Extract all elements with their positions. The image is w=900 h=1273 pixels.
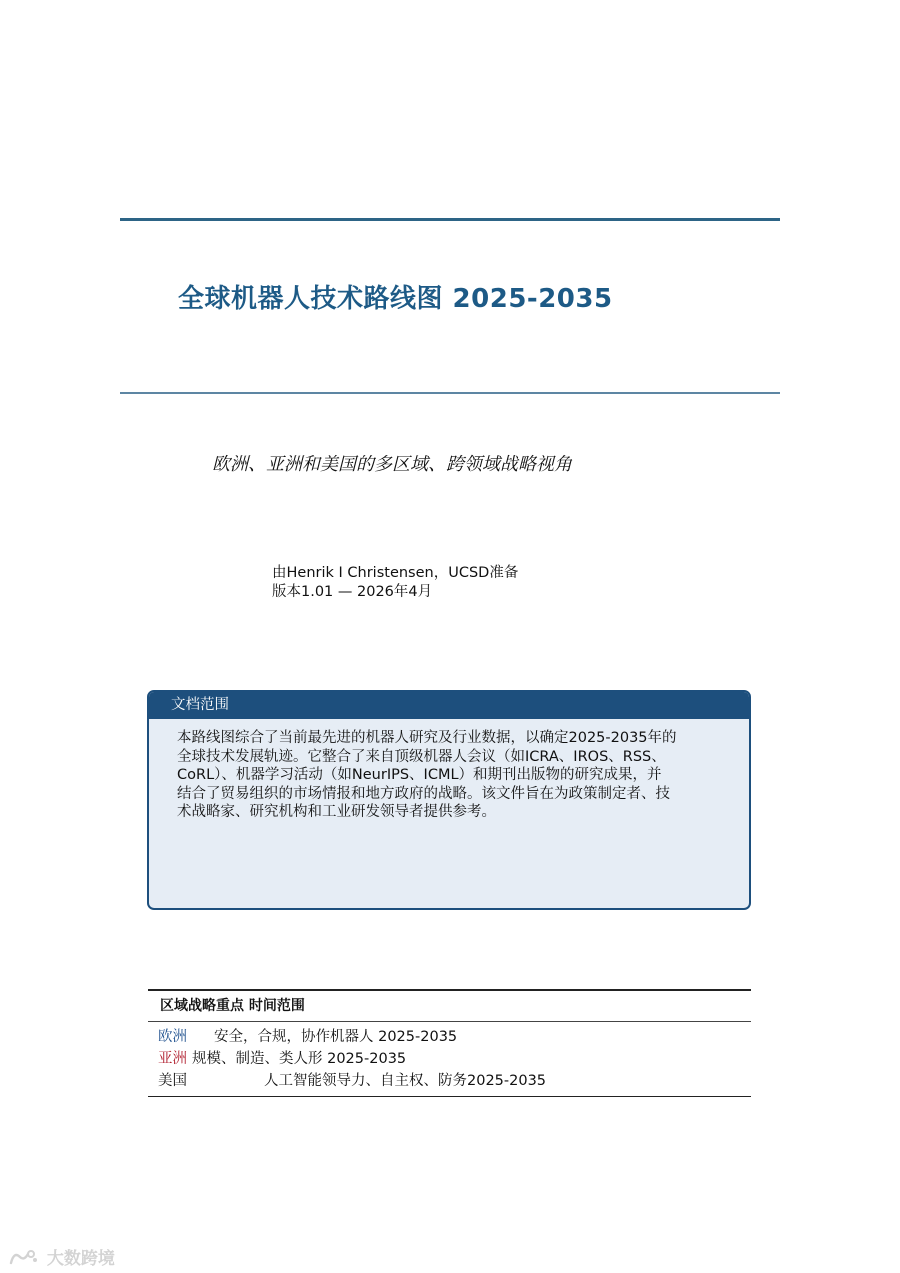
- table-row: [148, 1070, 751, 1092]
- scope-line: 全球技术发展轨迹。它整合了来自顶级机器人会议（如ICRA、IROS、RSS、: [177, 748, 666, 765]
- author-line: 由Henrik I Christensen，UCSD准备: [272, 565, 519, 581]
- scope-body: [149, 719, 749, 822]
- table-bottom-rule: [148, 1096, 751, 1098]
- table-header-rule: [148, 1021, 751, 1022]
- region-asia: 亚洲: [158, 1050, 187, 1067]
- region-focus: 安全，合规，协作机器人 2025-2035: [214, 1028, 458, 1045]
- regions-table: [148, 989, 751, 1097]
- title-divider: [120, 392, 780, 394]
- scope-heading: 文档范围: [149, 692, 749, 719]
- scope-line: 结合了贸易组织的市场情报和地方政府的战略。该文件旨在为政策制定者、技: [177, 785, 670, 802]
- top-divider: [120, 218, 780, 221]
- watermark-logo-icon: [8, 1249, 38, 1267]
- scope-line: 术战略家、研究机构和工业研发领导者提供参考。: [177, 804, 496, 820]
- author-block: [272, 564, 518, 602]
- document-title: 全球机器人技术路线图 2025-2035: [178, 284, 613, 314]
- version-line: 版本1.01 — 2026年4月: [272, 584, 433, 600]
- region-focus: 规模、制造、类人形 2025-2035: [192, 1050, 407, 1067]
- document-scope-box: [147, 690, 751, 910]
- table-row: [148, 1026, 751, 1048]
- table-header: 区域战略重点 时间范围: [160, 997, 305, 1014]
- scope-line: CoRL）、机器学习活动（如NeurIPS、ICML）和期刊出版物的研究成果，并: [177, 767, 662, 783]
- watermark-text: 大数跨境: [46, 1249, 115, 1269]
- watermark: [8, 1244, 115, 1269]
- table-row: [148, 1048, 751, 1070]
- region-focus: 人工智能领导力、自主权、防务2025-2035: [264, 1072, 547, 1089]
- scope-line: 本路线图综合了当前最先进的机器人研究及行业数据，以确定2025-2035年的: [177, 730, 677, 746]
- region-usa: 美国: [158, 1072, 187, 1089]
- region-europe: 欧洲: [158, 1028, 187, 1045]
- document-subtitle: 欧洲、亚洲和美国的多区域、跨领域战略视角: [212, 454, 572, 475]
